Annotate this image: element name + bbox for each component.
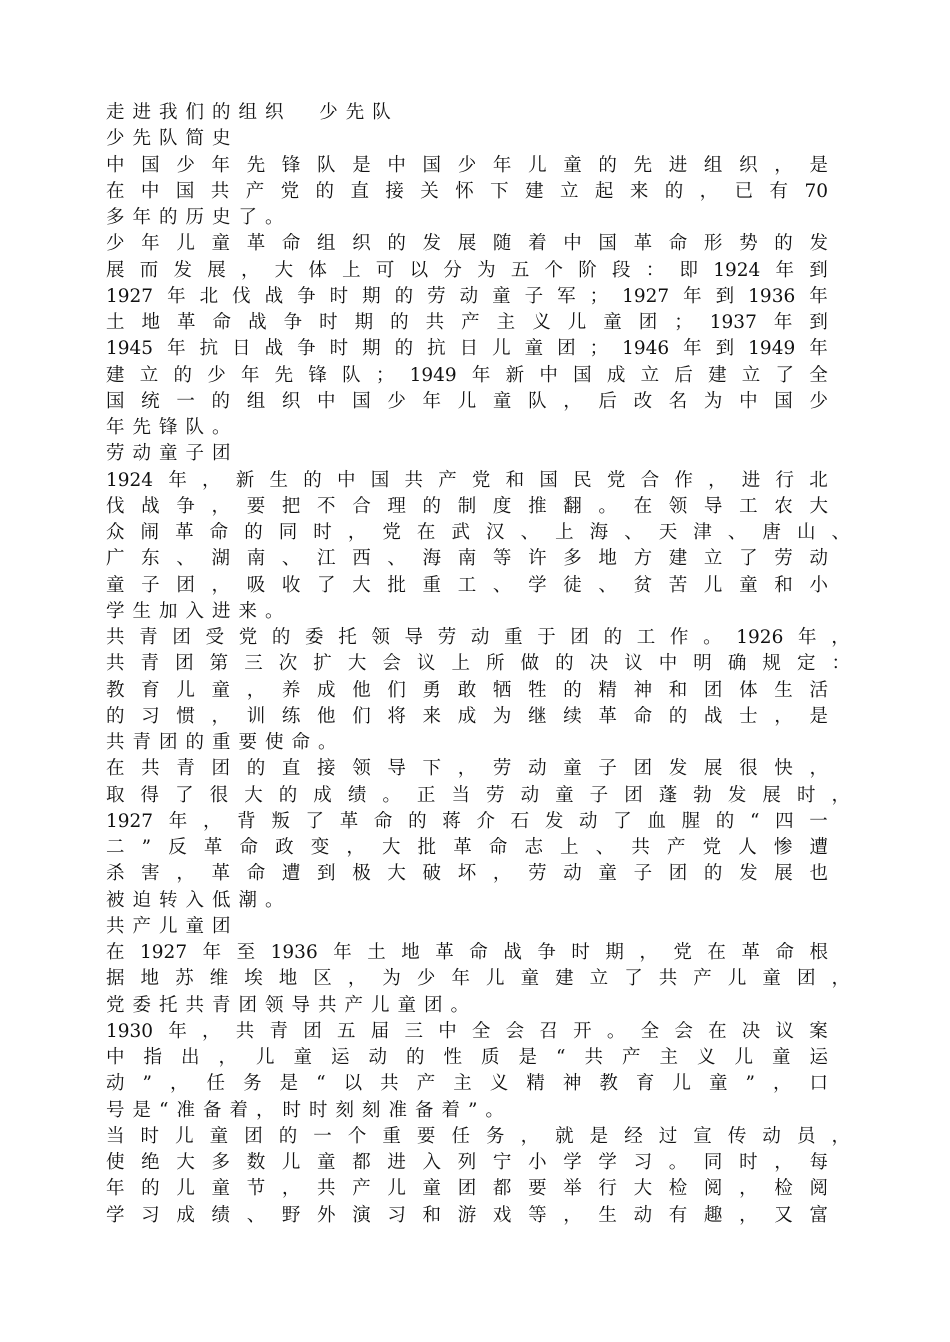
text-line: 国 统 一 的 组 织 中 国 少 年 儿 童 队 ， 后 改 名 为 中 国 少 (106, 390, 828, 412)
text-line: 学 习 成 绩 、 野 外 演 习 和 游 戏 等 ， 生 动 有 趣 ， 又 富 (106, 1204, 828, 1226)
text-line: 的 习 惯 ， 训 练 他 们 将 来 成 为 继 续 革 命 的 战 士 ， 是 (106, 705, 828, 727)
text-line: 广 东 、 湖 南 、 江 西 、 海 南 等 许 多 地 方 建 立 了 劳 动 (106, 548, 828, 570)
text-line: 1930 年 ， 共 青 团 五 届 三 中 全 会 召 开 。 全 会 在 决 议 案 (106, 1020, 828, 1042)
text-line: 中 国 少 年 先 锋 队 是 中 国 少 年 儿 童 的 先 进 组 织 ， 是 (106, 154, 828, 176)
text-line: 在 1927 年 至 1936 年 土 地 革 命 战 争 时 期 ， 党 在 革 命 根 (106, 942, 828, 963)
text-line: 多年的历史了。 (106, 207, 292, 228)
text-line: 年 的 儿 童 节 ， 共 产 儿 童 团 都 要 举 行 大 检 阅 ， 检 阅 (106, 1178, 828, 1200)
text-line: 1924 年 ， 新 生 的 中 国 共 产 党 和 国 民 党 合 作 ， 进 行 北 (106, 469, 828, 491)
text-line: 动 ” ， 任 务 是 “ 以 共 产 主 义 精 神 教 育 儿 童 ” ， 口 (106, 1073, 828, 1095)
text-line: 1945 年 抗 日 战 争 时 期 的 抗 日 儿 童 团 ； 1946 年 到 1949 年 (106, 338, 828, 360)
text-line: 使 绝 大 多 数 儿 童 都 进 入 列 宁 小 学 学 习 。 同 时 ， 每 (106, 1152, 828, 1173)
text-line: 展 而 发 展 ， 大 体 上 可 以 分 为 五 个 阶 段 ： 即 1924 年 到 (106, 259, 828, 281)
text-line: 共 青 团 受 党 的 委 托 领 导 劳 动 重 于 团 的 工 作 。 1926 年 ， (106, 627, 850, 648)
text-line: 据 地 苏 维 埃 地 区 ， 为 少 年 儿 童 建 立 了 共 产 儿 童 团 ， (106, 968, 850, 990)
text-line: 众 闹 革 命 的 同 时 ， 党 在 武 汉 、 上 海 、 天 津 、 唐 山 、 (106, 522, 850, 543)
text-line: 共 青 团 第 三 次 扩 大 会 议 上 所 做 的 决 议 中 明 确 规 定 ： (106, 653, 850, 675)
text-line: 被迫转入低潮。 (106, 889, 292, 911)
text-line: 中 指 出 ， 儿 童 运 动 的 性 质 是 “ 共 产 主 义 儿 童 运 (106, 1047, 828, 1068)
text-line: 杀 害 ， 革 命 遭 到 极 大 破 坏 ， 劳 动 童 子 团 的 发 展 也 (106, 863, 828, 885)
text-line: 少先队简史 (106, 128, 239, 150)
text-line: 共青团的重要使命。 (106, 732, 345, 753)
text-line: 少 年 儿 童 革 命 组 织 的 发 展 随 着 中 国 革 命 形 势 的 发 (106, 233, 828, 255)
text-line: 二 ” 反 革 命 政 变 ， 大 批 革 命 志 上 、 共 产 党 人 惨 遭 (106, 837, 828, 858)
text-line: 教 育 儿 童 ， 养 成 他 们 勇 敢 牺 牲 的 精 神 和 团 体 生 活 (106, 679, 828, 701)
text-line: 建 立 的 少 年 先 锋 队 ； 1949 年 新 中 国 成 立 后 建 立 了 全 (106, 364, 828, 386)
document-title: 走进我们的组织 少先队 (106, 102, 399, 123)
text-line: 在 共 青 团 的 直 接 领 导 下 ， 劳 动 童 子 团 发 展 很 快 ， (106, 758, 828, 780)
text-line: 年先锋队。 (106, 417, 239, 438)
text-line: 取 得 了 很 大 的 成 绩 。 正 当 劳 动 童 子 团 蓬 勃 发 展 时 ， (106, 784, 850, 806)
text-line: 学生加入进来。 (106, 600, 292, 622)
text-line: 共产儿童团 (106, 915, 239, 937)
text-line: 1927 年 北 伐 战 争 时 期 的 劳 动 童 子 军 ； 1927 年 到 1936 年 (106, 285, 828, 307)
text-line: 号是“准备着，时时刻刻准备着”。 (106, 1099, 512, 1121)
text-line: 土 地 革 命 战 争 时 期 的 共 产 主 义 儿 童 团 ； 1937 年 到 (106, 312, 828, 333)
text-line: 劳动童子团 (106, 443, 239, 465)
text-line: 童 子 团 ， 吸 收 了 大 批 重 工 、 学 徒 、 贫 苦 儿 童 和 小 (106, 574, 828, 596)
text-line: 在 中 国 共 产 党 的 直 接 关 怀 下 建 立 起 来 的 ， 已 有 70 (106, 180, 828, 202)
text-line: 当 时 儿 童 团 的 一 个 重 要 任 务 ， 就 是 经 过 宣 传 动 员 ， (106, 1125, 850, 1147)
text-line: 1927 年 ， 背 叛 了 革 命 的 蒋 介 石 发 动 了 血 腥 的 “ 四 一 (106, 810, 828, 832)
text-line: 伐 战 争 ， 要 把 不 合 理 的 制 度 推 翻 。 在 领 导 工 农 大 (106, 495, 828, 517)
text-line: 党委托共青团领导共产儿童团。 (106, 994, 478, 1016)
